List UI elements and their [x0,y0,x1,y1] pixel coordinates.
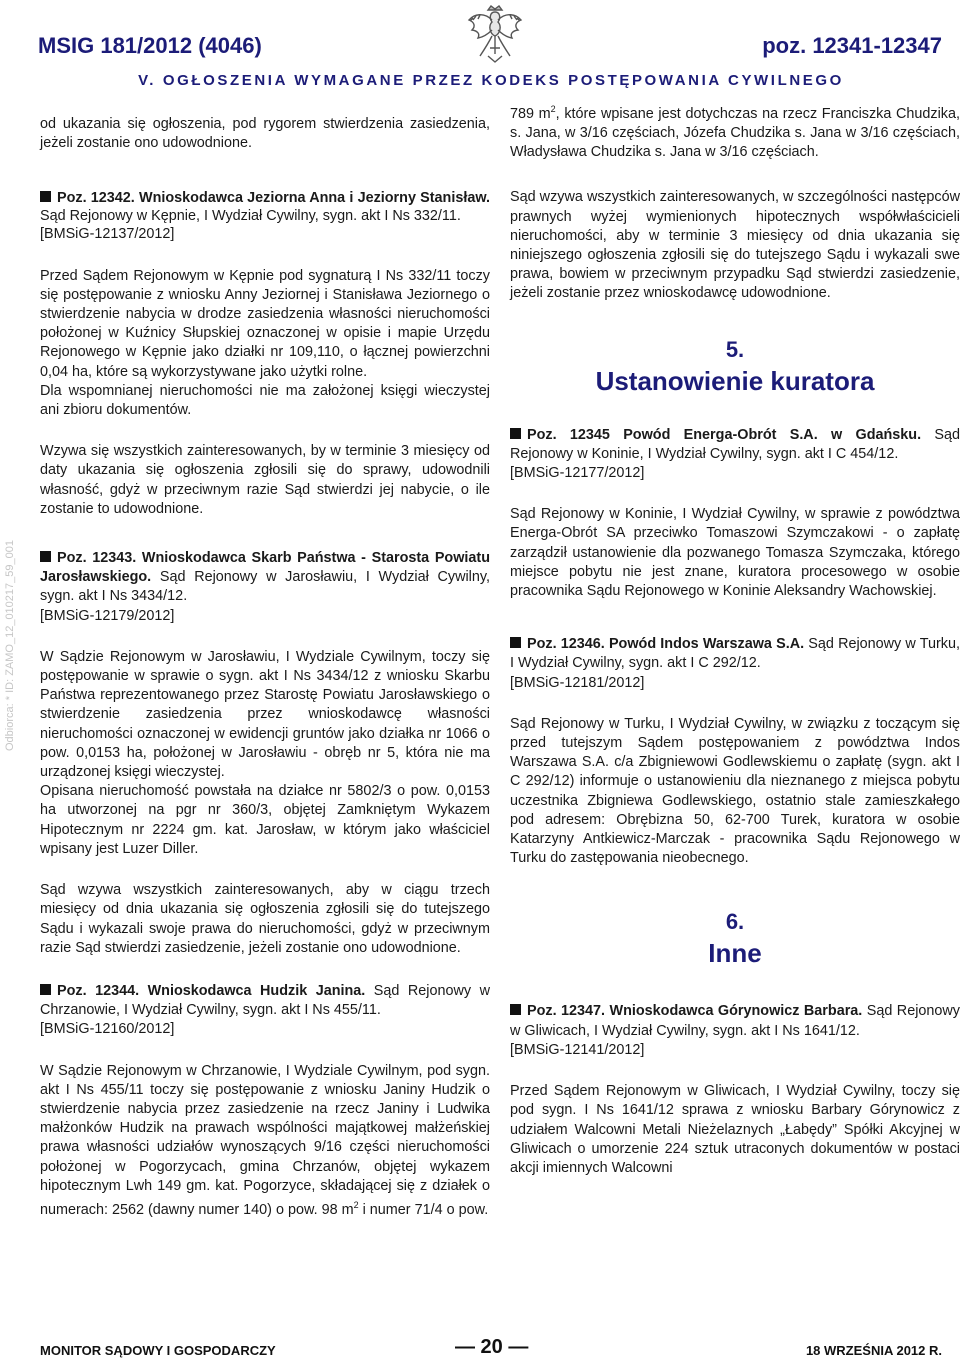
notice-ref: [BMSiG-12137/2012] [40,226,175,243]
notice-ref: [BMSiG-12177/2012] [510,465,645,482]
notice-12344-heading [40,982,490,1020]
notice-paragraph: Sąd Rejonowy w Turku, I Wydział Cywilny, w związku z toczącym się przed tutejszym Sądem postępowaniem z powództwa Indos Warszawa S.A. c/a Zbigniewowi Godlewskiemu o zapłatę (sygn. akt I C 292/12) informuje o ustanowieniu dla nieznanego z miejsca pobytu uczestnika Zbigniewa Godlewskiego, ostatnio stale zamieszkałego pod adresem: Obrębizna 50, 62-700 Turek, kuratora w osobie Katarzyny Antkiewicz-Marczak - pracownika Sądu Rejonowego w Turku do zastępowania nieobecnego. [510,715,960,867]
notice-title: Poz. 12345 Powód Energa-Obrót S.A. w Gdańsku. [527,426,922,443]
recipient-side-note: Odbiorca: * ID: ZAMO_12_010217_59_001 [4,540,16,751]
notice-court: Sąd Rejonowy w Kępnie, I Wydział Cywilny, sygn. akt I Ns 332/11. [40,208,461,225]
journal-issue: MSIG 181/2012 (4046) [38,33,262,58]
section-6-heading [510,908,960,970]
section-title: V. OGŁOSZENIA WYMAGANE PRZEZ KODEKS POSTĘPOWANIA CYWILNEGO [138,72,844,89]
page-range: poz. 12341-12347 [762,33,942,58]
notice-court: Sąd Rejonowy w Gliwicach, I Wydział Cywilny, sygn. akt I Ns 1641/12. [510,1003,960,1039]
notice-ref: [BMSiG-12141/2012] [510,1041,645,1058]
notice-12343-heading [40,549,490,607]
left-column [40,115,490,1220]
notice-paragraph: Opisana nieruchomość powstała na działce nr 5802/3 o pow. 0,0153 ha utworzonej na pgr nr 360/3, objętej Zamkniętym Wykazem Hipotecznym nr 2224 gm. kat. Jarosław, w którym jako właściciel wpisany jest Luzer Diller. [40,783,490,857]
intro-paragraph: od ukazania się ogłoszenia, pod rygorem stwierdzenia zasiedzenia, jeżeli zostanie ono udowodnione. [40,116,490,152]
square-bullet-icon [40,191,51,202]
notice-court: Sąd Rejonowy w Turku, I Wydział Cywilny, sygn. akt I C 292/12. [510,636,960,672]
notice-title: Poz. 12347. Wnioskodawca Górynowicz Barbara. [527,1003,863,1020]
square-bullet-icon [40,984,51,995]
section-5-heading [510,336,960,398]
notice-title: Poz. 12342. Wnioskodawca Jeziorna Anna i Jeziorny Stanisław. [57,190,490,207]
continued-paragraph: Sąd wzywa wszystkich zainteresowanych, w szczególności następców prawnych wyżej wymienionych hipotecznych współwłaścicieli nieruchomości, aby w terminie 3 miesięcy od dnia ukazania się niniejszego ogłoszenia zgłosili się do tutejszego Sądu i wykazali swe prawa, bowiem w przeciwnym przypadku Sąd stwierdzi zasiedzenie, jeżeli zostanie przez wnioskodawcę udowodnione. [510,189,960,302]
section-name: Inne [708,938,762,969]
notice-title: Poz. 12343. Wnioskodawca Skarb Państwa - Starosta Powiatu Jarosławskiego. [40,550,490,586]
notice-court: Sąd Rejonowy w Jarosławiu, I Wydział Cywilny, sygn. akt I Ns 3434/12. [40,569,490,605]
footer-publication: MONITOR SĄDOWY I GOSPODARCZY [40,1343,276,1358]
notice-court: Sąd Rejonowy w Chrzanowie, I Wydział Cywilny, sygn. akt I Ns 455/11. [40,982,490,1019]
square-bullet-icon [510,428,521,439]
notice-12346-heading [510,635,960,673]
notice-12345-heading [510,426,960,464]
page-number: — 20 — [455,1336,529,1358]
square-bullet-icon [40,551,51,562]
notice-paragraph: W Sądzie Rejonowym w Chrzanowie, I Wydziale Cywilnym, pod sygn. akt I Ns 455/11 toczy się postępowanie z wniosku Janiny Hudzik o stwierdzenie nabycia przez zasiedzenie na rzecz Janiny i Ludwika małżonków Hudzik na prawach wspólności majątkowej małżeńskiej prawa własności udziałów wynoszących 9/16 części nieruchomości położonej w Pogorzycach, gmina Chrzanów, objętej wykazem hipotecznym Lwh 149 gm. kat. Pogorzyce, składającej się z działek o numerach: 2562 (dawny numer 140) o pow. 98 $m^2$ i numer 71/4 o pow. [40,1062,490,1218]
notice-paragraph: Sąd wzywa wszystkich zainteresowanych, aby w ciągu trzech miesięcy od dnia ukazania się ogłoszenia zgłosili się do tutejszego Sądu i wykazali swoje prawa do nieruchomości, gdyż w przeciwnym razie Sąd stwierdzi zasiedzenie, jeżeli zostanie ono udowodnione. [40,882,490,956]
notice-paragraph: Wzywa się wszystkich zainteresowanych, by w terminie 3 miesięcy od daty ukazania się ogłoszenia zgłosili się do sprawy, udowodnili własność, gdyż w przeciwnym razie Sąd stwierdzi jej nabycie, o ile zostanie to udowodnione. [40,443,490,517]
section-name: Ustanowienie kuratora [595,365,875,396]
notice-ref: [BMSiG-12179/2012] [40,607,175,624]
notice-title: Poz. 12344. Wnioskodawca Hudzik Janina. [57,982,366,999]
notice-paragraph: Przed Sądem Rejonowym w Gliwicach, I Wydział Cywilny, toczy się pod sygn. I Ns 1641/12 sprawa z wniosku Barbary Górynowicz z udziałem Walcowni Metali Nieżelaznych „Łabędy” Spółki Akcyjnej w Gliwicach o umorzenie 224 sztuk utraconych dokumentów w postaci akcji imiennych Walcowni [510,1083,960,1176]
notice-court: Sąd Rejonowy w Koninie, I Wydział Cywilny, sygn. akt I C 454/12. [510,426,960,462]
notice-paragraph: W Sądzie Rejonowym w Jarosławiu, I Wydziale Cywilnym, toczy się postępowanie w sprawie o sygn. akt I Ns 3434/12 z wniosku Skarbu Państwa reprezentowanego przez Starostę Powiatu Jarosławskiego o stwierdzenie zasiedzenia przez wnioskodawcę własności nieruchomości oznaczonej w ewidencji gruntów jako działka nr 1066 o pow. 0,0153 ha, położonej w Jarosławiu - obręb nr 5, która nie ma urządzonej księgi wieczystej. [40,648,490,781]
right-column [510,100,960,1178]
notice-ref: [BMSiG-12181/2012] [510,674,645,691]
square-bullet-icon [510,637,521,648]
section-number: 5. [725,336,745,362]
notice-paragraph: Dla wspomnianej nieruchomości nie ma założonej księgi wieczystej ani zbioru dokumentów. [40,382,490,419]
notice-12347-heading [510,1002,960,1040]
square-bullet-icon [510,1004,521,1015]
notice-ref: [BMSiG-12160/2012] [40,1021,175,1038]
notice-paragraph: Przed Sądem Rejonowym w Kępnie pod sygnaturą I Ns 332/11 toczy się postępowanie z wniosku Anny Jeziornej i Stanisława Jeziornego o stwierdzenie nabycia w drodze zasiedzenia własności nieruchomości położonej w Kuźnicy Słupskiej oznaczonej w opisie i mapie Urzędu Rejonowego w Kępnie jako działki nr 109,110, o łącznej powierzchni 0,04 ha, które są wykorzystywane jako użytki rolne. [40,267,490,380]
polish-eagle-emblem-icon [466,4,524,64]
notice-title: Poz. 12346. Powód Indos Warszawa S.A. [527,636,805,653]
footer-date: 18 WRZEŚNIA 2012 R. [805,1343,942,1358]
section-number: 6. [725,909,745,935]
notice-12342-heading [40,189,490,225]
continued-paragraph: 789 $m^2$, które wpisane jest dotychczas na rzecz Franciszka Chudzika, s. Jana, w 3/16 częściach, Józefa Chudzika s. Jana w 3/16 częściach, Władysława Chudzika s. Jana w 3/16 częściach. [510,104,960,161]
notice-paragraph: Sąd Rejonowy w Koninie, I Wydział Cywilny, w sprawie z powództwa Energa-Obrót SA przeciwko Tomaszowi Szymczakowi - o zapłatę zarządził ustanowienie dla pozwanego Tomasza Szymczaka, którego miejsce pobytu nie jest znane, kuratora procesowego w osobie pracownika Sądu Rejonowego w Koninie Aleksandry Wachowskiej. [510,506,960,600]
